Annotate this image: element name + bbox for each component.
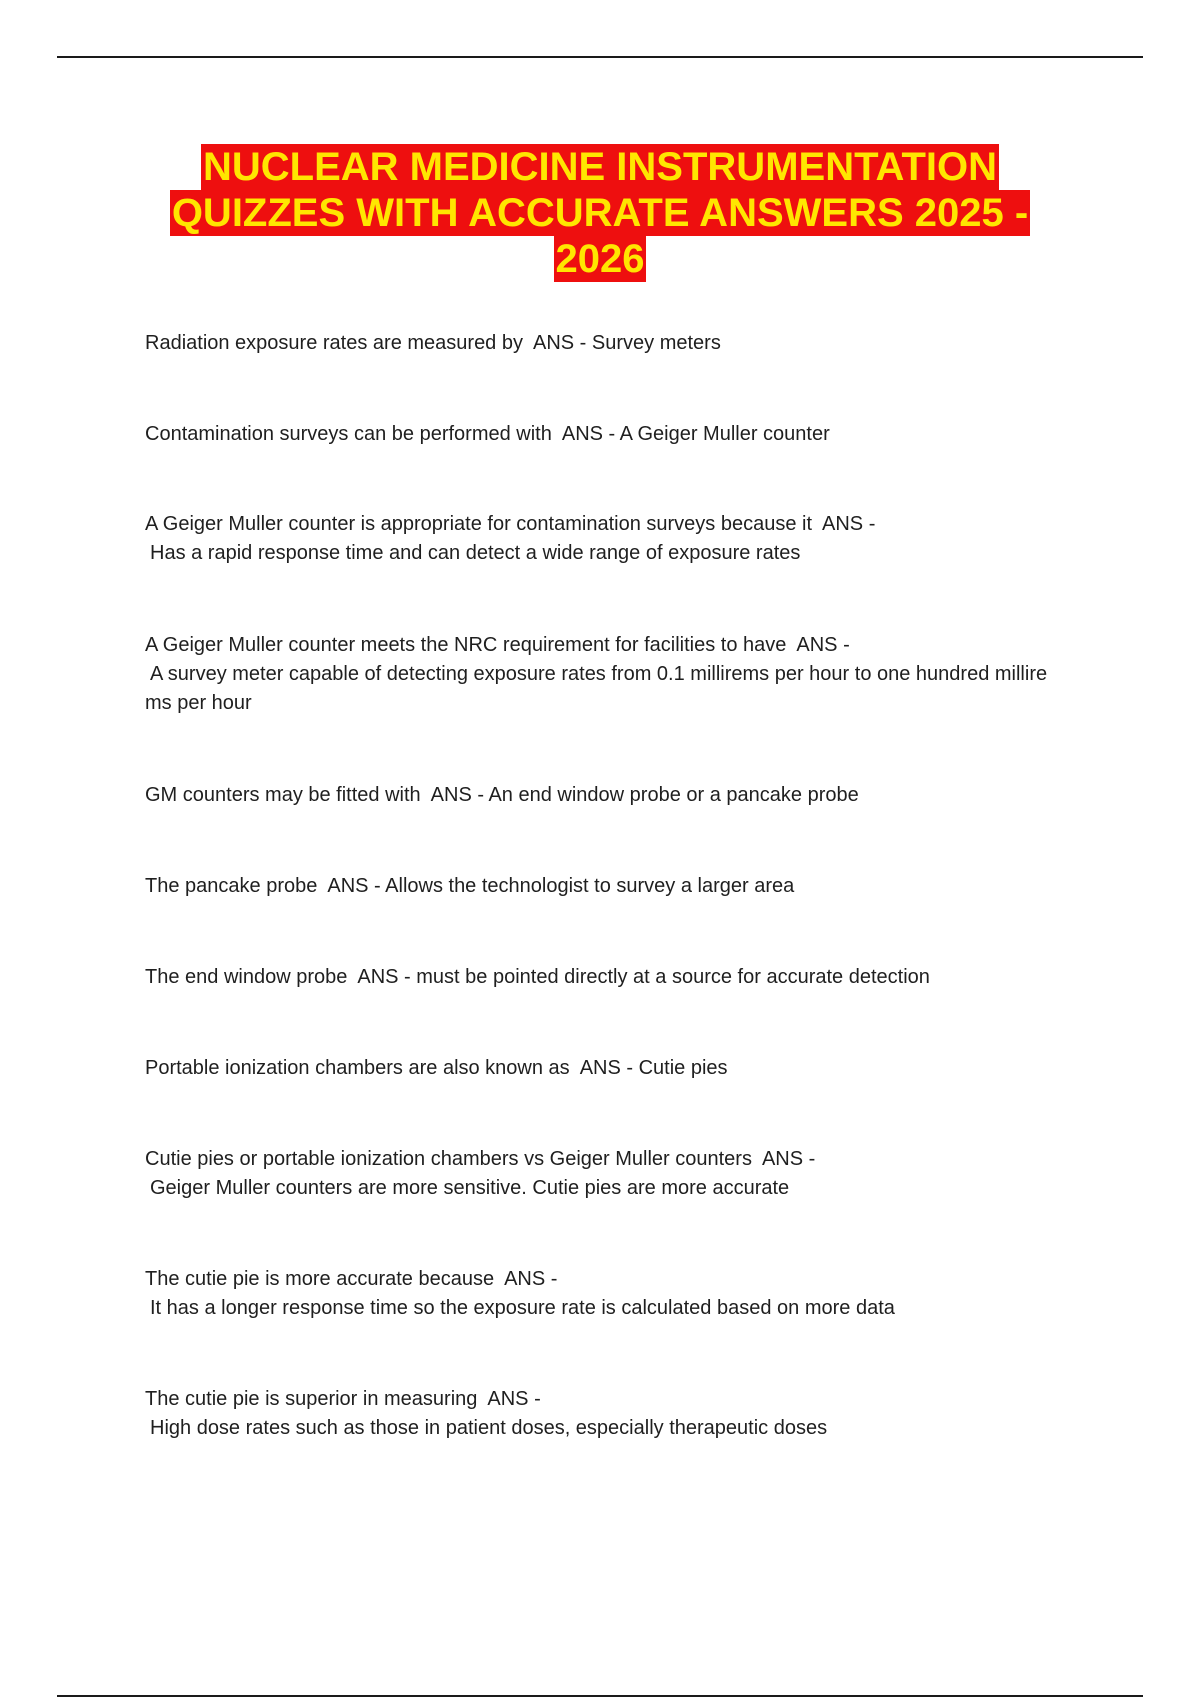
answer-text: A Geiger Muller counter bbox=[619, 423, 830, 445]
question-text: Portable ionization chambers are also known as ANS - bbox=[145, 1057, 639, 1079]
qa-item-3 bbox=[145, 510, 1095, 568]
question-text: A Geiger Muller counter is appropriate for contamination surveys because it ANS - bbox=[145, 513, 876, 535]
answer-text: A survey meter capable of detecting exposure rates from 0.1 millirems per hour to one hundred millire bbox=[150, 663, 1048, 685]
question-text: Contamination surveys can be performed with ANS - bbox=[145, 423, 620, 445]
qa-item-4 bbox=[145, 631, 1095, 718]
question-text: The end window probe ANS - bbox=[145, 966, 417, 988]
answer-text: must be pointed directly at a source for accurate detection bbox=[416, 966, 930, 988]
answer-text: Allows the technologist to survey a larger area bbox=[385, 875, 795, 897]
question-text: The pancake probe ANS - bbox=[145, 875, 386, 897]
question-text: Cutie pies or portable ionization chambers vs Geiger Muller counters ANS - bbox=[145, 1148, 816, 1170]
answer-text: Survey meters bbox=[591, 332, 721, 354]
qa-item-11 bbox=[145, 1385, 1095, 1443]
title-line-1: NUCLEAR MEDICINE INSTRUMENTATION bbox=[202, 145, 998, 189]
question-text: GM counters may be fitted with ANS - bbox=[145, 784, 489, 806]
qa-item-2 bbox=[145, 420, 1095, 449]
document-title bbox=[57, 144, 1143, 282]
answer-text: Cutie pies bbox=[638, 1057, 728, 1079]
qa-item-9 bbox=[145, 1145, 1095, 1203]
answer-text: Geiger Muller counters are more sensitive. Cutie pies are more accurate bbox=[150, 1177, 790, 1199]
question-text: A Geiger Muller counter meets the NRC requirement for facilities to have ANS - bbox=[145, 634, 850, 656]
qa-item-8 bbox=[145, 1054, 1095, 1083]
answer-text: High dose rates such as those in patient doses, especially therapeutic doses bbox=[150, 1417, 828, 1439]
qa-item-6 bbox=[145, 872, 1095, 901]
qa-item-5 bbox=[145, 781, 1095, 810]
qa-item-1 bbox=[145, 329, 1095, 358]
answer-text: It has a longer response time so the exposure rate is calculated based on more data bbox=[150, 1297, 895, 1319]
qa-item-10 bbox=[145, 1265, 1095, 1323]
answer-text: Has a rapid response time and can detect a wide range of exposure rates bbox=[150, 542, 801, 564]
question-text: The cutie pie is more accurate because ANS - bbox=[145, 1268, 558, 1290]
qa-item-7 bbox=[145, 963, 1095, 992]
title-line-2: QUIZZES WITH ACCURATE ANSWERS 2025 - bbox=[171, 191, 1029, 235]
title-line-3: 2026 bbox=[555, 237, 645, 281]
answer-text-continued: ms per hour bbox=[145, 692, 252, 714]
bottom-rule bbox=[57, 1695, 1143, 1697]
question-text: Radiation exposure rates are measured by ANS - bbox=[145, 332, 592, 354]
answer-text: An end window probe or a pancake probe bbox=[488, 784, 859, 806]
top-rule bbox=[57, 56, 1143, 58]
question-text: The cutie pie is superior in measuring ANS - bbox=[145, 1388, 541, 1410]
